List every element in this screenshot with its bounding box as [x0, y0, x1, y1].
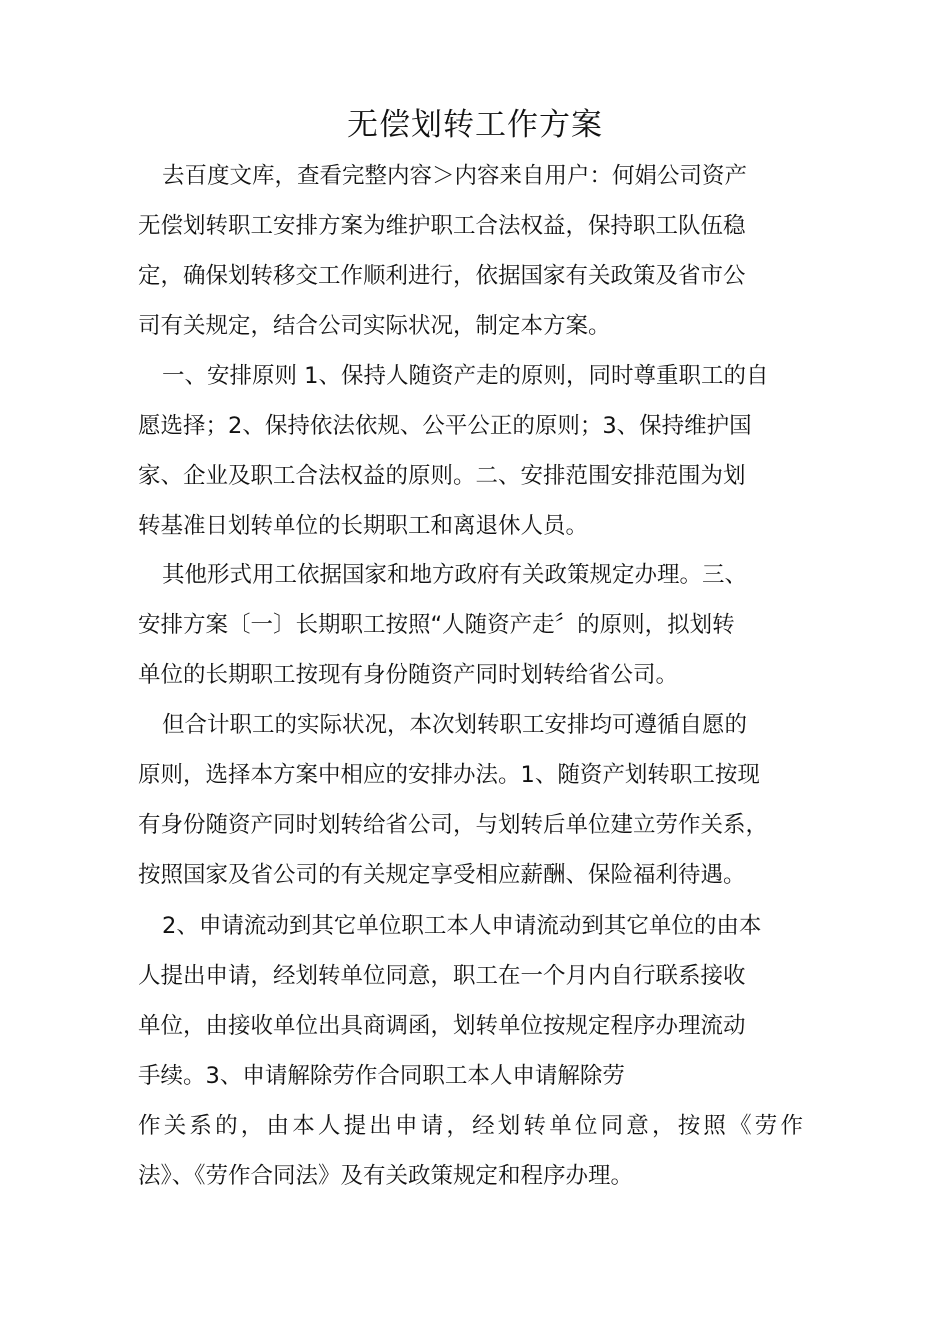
paragraph-line: 手续。3、申请解除劳作合同职工本人申请解除劳: [138, 1063, 625, 1089]
paragraph-line: 作关系的，由本人提出申请，经划转单位同意，按照《劳作: [138, 1113, 807, 1139]
paragraph-line: 一、安排原则 1、保持人随资产走的原则，同时尊重职工的自: [162, 363, 769, 389]
paragraph-line: 无偿划转职工安排方案为维护职工合法权益，保持职工队伍稳: [138, 213, 746, 239]
paragraph-line: 转基准日划转单位的长期职工和离退休人员。: [138, 513, 589, 539]
page-title: 无偿划转工作方案: [347, 107, 603, 143]
paragraph-line: 定，确保划转移交工作顺利进行，依据国家有关政策及省市公: [138, 263, 746, 289]
paragraph-line: 去百度文库，查看完整内容＞内容来自用户：何娟公司资产: [162, 163, 748, 189]
paragraph-line: 安排方案〔一〕长期职工按照“人随资产走〞的原则，拟划转: [138, 612, 735, 638]
paragraph-line: 其他形式用工依据国家和地方政府有关政策规定办理。三、: [162, 562, 748, 588]
paragraph-line: 单位的长期职工按现有身份随资产同时划转给省公司。: [138, 662, 679, 688]
paragraph-line: 人提出申请，经划转单位同意，职工在一个月内自行联系接收: [138, 963, 746, 989]
paragraph-line: 2、申请流动到其它单位职工本人申请流动到其它单位的由本: [162, 913, 762, 939]
paragraph-line: 单位，由接收单位出具商调函，划转单位按规定程序办理流动: [138, 1013, 746, 1039]
paragraph-line: 家、企业及职工合法权益的原则。二、安排范围安排范围为划: [138, 463, 746, 489]
paragraph-line: 法》、《劳作合同法》及有关政策规定和程序办理。: [138, 1163, 634, 1189]
paragraph-line: 原则，选择本方案中相应的安排办法。1、随资产划转职工按现: [138, 762, 760, 788]
paragraph-line: 愿选择；2、保持依法依规、公平公正的原则；3、保持维护国: [138, 413, 752, 439]
paragraph-line: 按照国家及省公司的有关规定享受相应薪酬、保险福利待遇。: [138, 862, 746, 888]
paragraph-line: 司有关规定，结合公司实际状况，制定本方案。: [138, 313, 611, 339]
paragraph-line: 但合计职工的实际状况，本次划转职工安排均可遵循自愿的: [162, 712, 748, 738]
paragraph-line: 有身份随资产同时划转给省公司，与划转后单位建立劳作关系，: [138, 812, 769, 838]
